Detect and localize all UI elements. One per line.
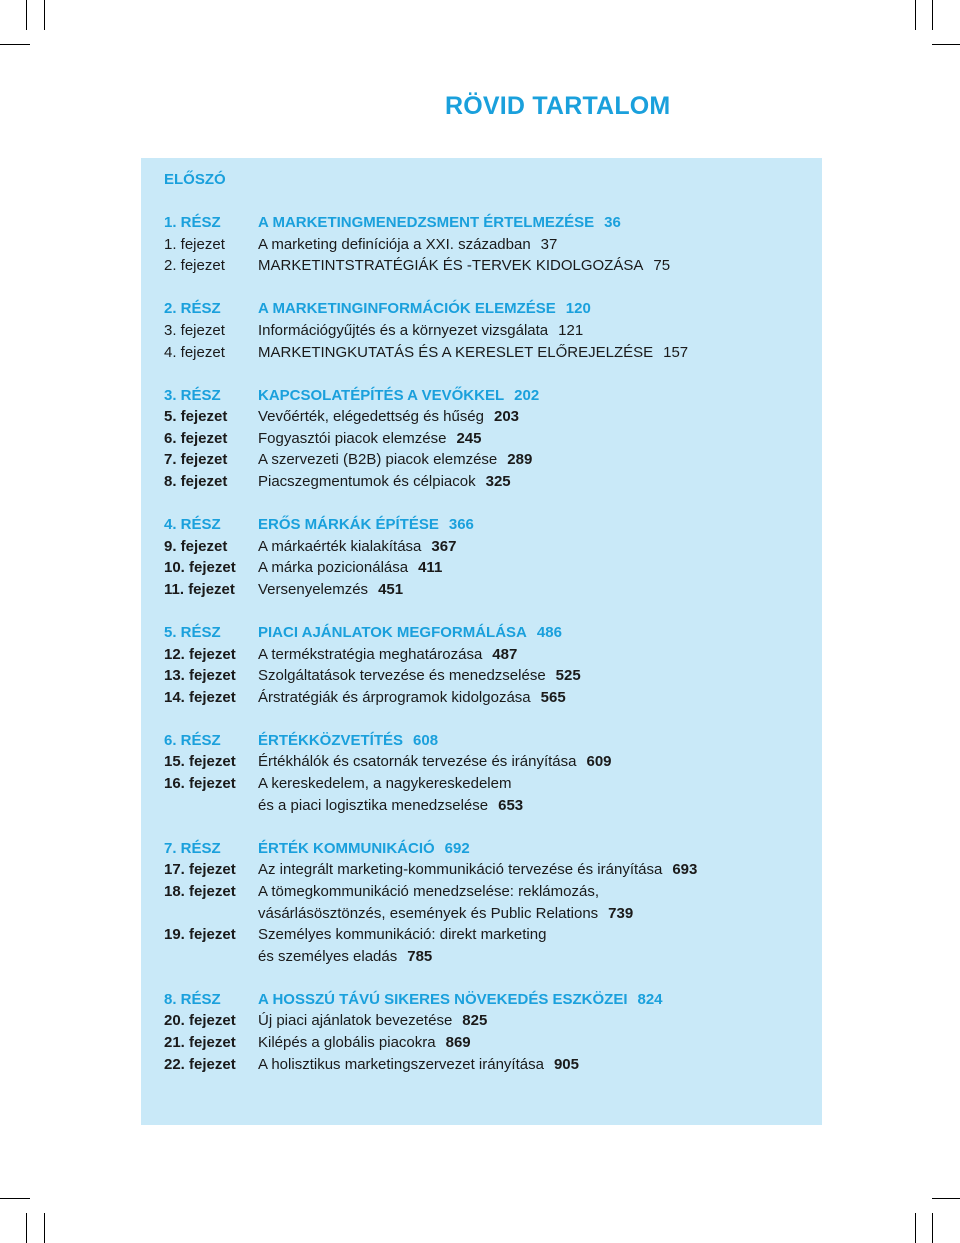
- part-entry-title: KAPCSOLATÉPÍTÉS A VEVŐKKEL: [258, 386, 505, 404]
- chapter-entry[interactable]: [164, 883, 814, 905]
- foreword-entry[interactable]: ELŐSZÓ: [164, 171, 226, 188]
- table-of-contents: [164, 170, 814, 1077]
- chapter-entry-page: 245: [456, 429, 482, 447]
- chapter-entry-title: MARKETINGKUTATÁS ÉS A KERESLET ELŐREJELZÉSE: [258, 343, 654, 361]
- chapter-entry-page: 121: [558, 321, 584, 339]
- chapter-entry-title: vásárlásösztönzés, események és Public Relations: [258, 904, 599, 922]
- chapter-entry[interactable]: [164, 689, 814, 711]
- chapter-entry-title: Információgyűjtés és a környezet vizsgálata: [258, 321, 549, 339]
- chapter-entry[interactable]: [164, 926, 814, 948]
- section-gap: [164, 365, 814, 387]
- chapter-entry-number: 15. fejezet: [164, 753, 236, 771]
- chapter-entry-page: 905: [553, 1055, 579, 1073]
- chapter-entry[interactable]: [164, 473, 814, 495]
- crop-mark: [932, 1198, 960, 1199]
- part-entry-page: 366: [448, 516, 474, 534]
- chapter-entry[interactable]: [164, 408, 814, 430]
- chapter-entry-title: A márkaérték kialakítása: [258, 537, 422, 555]
- section-gap: [164, 495, 814, 517]
- chapter-entry-page: 653: [498, 796, 524, 814]
- chapter-entry-title: Vevőérték, elégedettség és hűség: [258, 408, 484, 426]
- section-gap: [164, 818, 814, 840]
- part-entry-page: 120: [565, 300, 591, 318]
- chapter-entry-title: Értékhálók és csatornák tervezése és irányítása: [258, 753, 577, 771]
- part-entry[interactable]: [164, 387, 814, 409]
- chapter-entry-number: 10. fejezet: [164, 559, 236, 577]
- chapter-entry-page: 739: [608, 904, 634, 922]
- chapter-entry-title: A marketing definíciója a XXI. században: [258, 235, 531, 253]
- chapter-entry-page: 75: [653, 257, 671, 275]
- chapter-entry-page: 325: [485, 473, 511, 491]
- chapter-entry-number: 4. fejezet: [164, 343, 225, 361]
- chapter-entry-page: 203: [494, 408, 520, 426]
- part-entry-title: ERŐS MÁRKÁK ÉPÍTÉSE: [258, 516, 439, 534]
- part-entry[interactable]: [164, 732, 814, 754]
- chapter-entry-title: MARKETINTSTRATÉGIÁK ÉS -TERVEK KIDOLGOZÁSA: [258, 257, 644, 275]
- chapter-entry-page: 609: [586, 753, 612, 771]
- crop-mark: [44, 1213, 45, 1243]
- chapter-entry-number: 18. fejezet: [164, 882, 236, 900]
- chapter-entry[interactable]: [164, 753, 814, 775]
- chapter-entry-number: 20. fejezet: [164, 1012, 236, 1030]
- chapter-entry-title: Versenyelemzés: [258, 580, 369, 598]
- chapter-entry-title: és személyes eladás: [258, 947, 398, 965]
- chapter-entry[interactable]: [164, 344, 814, 366]
- chapter-entry[interactable]: [164, 559, 814, 581]
- chapter-entry[interactable]: [164, 775, 814, 797]
- part-entry[interactable]: [164, 991, 814, 1013]
- part-entry-page: 486: [536, 624, 562, 641]
- part-entry-title: PIACI AJÁNLATOK MEGFORMÁLÁSA: [258, 624, 527, 641]
- chapter-entry-number: 13. fejezet: [164, 667, 236, 685]
- chapter-entry-number: 14. fejezet: [164, 688, 236, 706]
- chapter-entry-title: Az integrált marketing-kommunikáció tervezése és irányítása: [258, 861, 663, 879]
- part-entry-page: 824: [637, 990, 663, 1008]
- chapter-entry-number: 11. fejezet: [164, 580, 235, 598]
- part-entry[interactable]: [164, 214, 814, 236]
- chapter-entry-number: 19. fejezet: [164, 926, 236, 944]
- chapter-entry-page: 157: [663, 343, 689, 361]
- chapter-entry-page: 289: [507, 451, 533, 469]
- chapter-entry-title: A márka pozicionálása: [258, 559, 409, 577]
- chapter-entry-title: Fogyasztói piacok elemzése: [258, 429, 447, 447]
- chapter-entry-number: 1. fejezet: [164, 235, 225, 253]
- crop-mark: [0, 1198, 30, 1199]
- part-entry-number: 1. RÉSZ: [164, 214, 221, 232]
- part-entry[interactable]: [164, 840, 814, 862]
- chapter-entry[interactable]: [164, 667, 814, 689]
- chapter-entry[interactable]: [164, 257, 814, 279]
- crop-mark: [26, 1213, 27, 1243]
- part-entry-page: 608: [413, 731, 439, 749]
- page-title: RÖVID TARTALOM: [445, 92, 671, 120]
- chapter-entry[interactable]: [164, 430, 814, 452]
- chapter-entry[interactable]: [164, 948, 814, 970]
- crop-mark: [915, 0, 916, 30]
- chapter-entry-page: 37: [540, 235, 558, 253]
- chapter-entry-title: A tömegkommunikáció menedzselése: reklámozás,: [258, 882, 599, 900]
- part-entry-number: 8. RÉSZ: [164, 990, 221, 1008]
- chapter-entry-title: Kilépés a globális piacokra: [258, 1034, 436, 1051]
- crop-mark: [0, 44, 30, 45]
- section-gap: [164, 279, 814, 301]
- chapter-entry[interactable]: [164, 797, 814, 819]
- part-entry-number: 2. RÉSZ: [164, 300, 221, 318]
- chapter-entry-page: 869: [445, 1034, 471, 1051]
- part-entry-number: 6. RÉSZ: [164, 731, 221, 749]
- chapter-entry-number: 8. fejezet: [164, 473, 228, 491]
- section-gap: [164, 969, 814, 991]
- section-gap: [164, 710, 814, 732]
- chapter-entry[interactable]: [164, 1012, 814, 1034]
- part-entry-title: A MARKETINGINFORMÁCIÓK ELEMZÉSE: [258, 300, 556, 318]
- chapter-entry-number: 6. fejezet: [164, 429, 228, 447]
- chapter-entry-number: 17. fejezet: [164, 861, 236, 879]
- chapter-entry[interactable]: [164, 451, 814, 473]
- chapter-entry-page: 525: [555, 667, 581, 685]
- chapter-entry-page: 367: [431, 537, 457, 555]
- chapter-entry[interactable]: [164, 861, 814, 883]
- crop-mark: [932, 1213, 933, 1243]
- part-entry-title: ÉRTÉKKÖZVETÍTÉS: [258, 731, 404, 749]
- chapter-entry-number: 16. fejezet: [164, 775, 236, 793]
- chapter-entry[interactable]: [164, 581, 814, 603]
- chapter-entry-number: 12. fejezet: [164, 645, 236, 663]
- chapter-entry[interactable]: [164, 1056, 814, 1078]
- chapter-entry-title: és a piaci logisztika menedzselése: [258, 796, 489, 814]
- chapter-entry-number: 9. fejezet: [164, 537, 228, 555]
- chapter-entry-title: Személyes kommunikáció: direkt marketing: [258, 926, 547, 944]
- chapter-entry-number: 21. fejezet: [164, 1034, 236, 1051]
- part-entry-number: 7. RÉSZ: [164, 839, 221, 857]
- part-entry-title: A MARKETINGMENEDZSMENT ÉRTELMEZÉSE: [258, 214, 595, 232]
- chapter-entry-title: A termékstratégia meghatározása: [258, 645, 483, 663]
- chapter-entry[interactable]: [164, 1034, 814, 1056]
- part-entry-title: A HOSSZÚ TÁVÚ SIKERES NÖVEKEDÉS ESZKÖZEI: [258, 990, 628, 1008]
- part-entry-title: ÉRTÉK KOMMUNIKÁCIÓ: [258, 839, 435, 857]
- section-gap: [164, 193, 814, 215]
- crop-mark: [932, 0, 933, 30]
- chapter-entry[interactable]: [164, 538, 814, 560]
- chapter-entry[interactable]: [164, 322, 814, 344]
- chapter-entry-page: 693: [672, 861, 698, 879]
- part-entry[interactable]: [164, 516, 814, 538]
- chapter-entry-title: Új piaci ajánlatok bevezetése: [258, 1012, 453, 1030]
- part-entry[interactable]: [164, 300, 814, 322]
- chapter-entry[interactable]: [164, 236, 814, 258]
- chapter-entry-number: 2. fejezet: [164, 257, 225, 275]
- part-entry-page: 202: [514, 386, 540, 404]
- part-entry-number: 3. RÉSZ: [164, 386, 221, 404]
- part-entry-page: 36: [604, 214, 621, 232]
- crop-mark: [932, 44, 960, 45]
- crop-mark: [44, 0, 45, 30]
- chapter-entry-title: Árstratégiák és árprogramok kidolgozása: [258, 688, 531, 706]
- part-entry-number: 4. RÉSZ: [164, 516, 221, 534]
- section-gap: [164, 603, 814, 625]
- chapter-entry-number: 5. fejezet: [164, 408, 228, 426]
- chapter-entry[interactable]: [164, 646, 814, 668]
- chapter-entry-title: A holisztikus marketingszervezet irányítása: [258, 1055, 544, 1073]
- chapter-entry-page: 785: [407, 947, 433, 965]
- chapter-entry-title: A kereskedelem, a nagykereskedelem: [258, 775, 512, 793]
- chapter-entry-page: 411: [418, 559, 443, 577]
- chapter-entry-title: A szervezeti (B2B) piacok elemzése: [258, 451, 498, 469]
- chapter-entry-page: 487: [492, 645, 518, 663]
- chapter-entry-page: 825: [462, 1012, 488, 1030]
- crop-mark: [915, 1213, 916, 1243]
- chapter-entry-number: 7. fejezet: [164, 451, 228, 469]
- chapter-entry-title: Piacszegmentumok és célpiacok: [258, 473, 476, 491]
- part-entry-number: 5. RÉSZ: [164, 624, 221, 641]
- chapter-entry[interactable]: [164, 905, 814, 927]
- chapter-entry-page: 451: [378, 580, 404, 598]
- chapter-entry-title: Szolgáltatások tervezése és menedzselése: [258, 667, 546, 685]
- chapter-entry-page: 565: [540, 688, 566, 706]
- chapter-entry-number: 3. fejezet: [164, 321, 225, 339]
- crop-mark: [26, 0, 27, 30]
- chapter-entry-number: 22. fejezet: [164, 1055, 236, 1073]
- part-entry-page: 692: [444, 839, 470, 857]
- part-entry[interactable]: [164, 624, 814, 646]
